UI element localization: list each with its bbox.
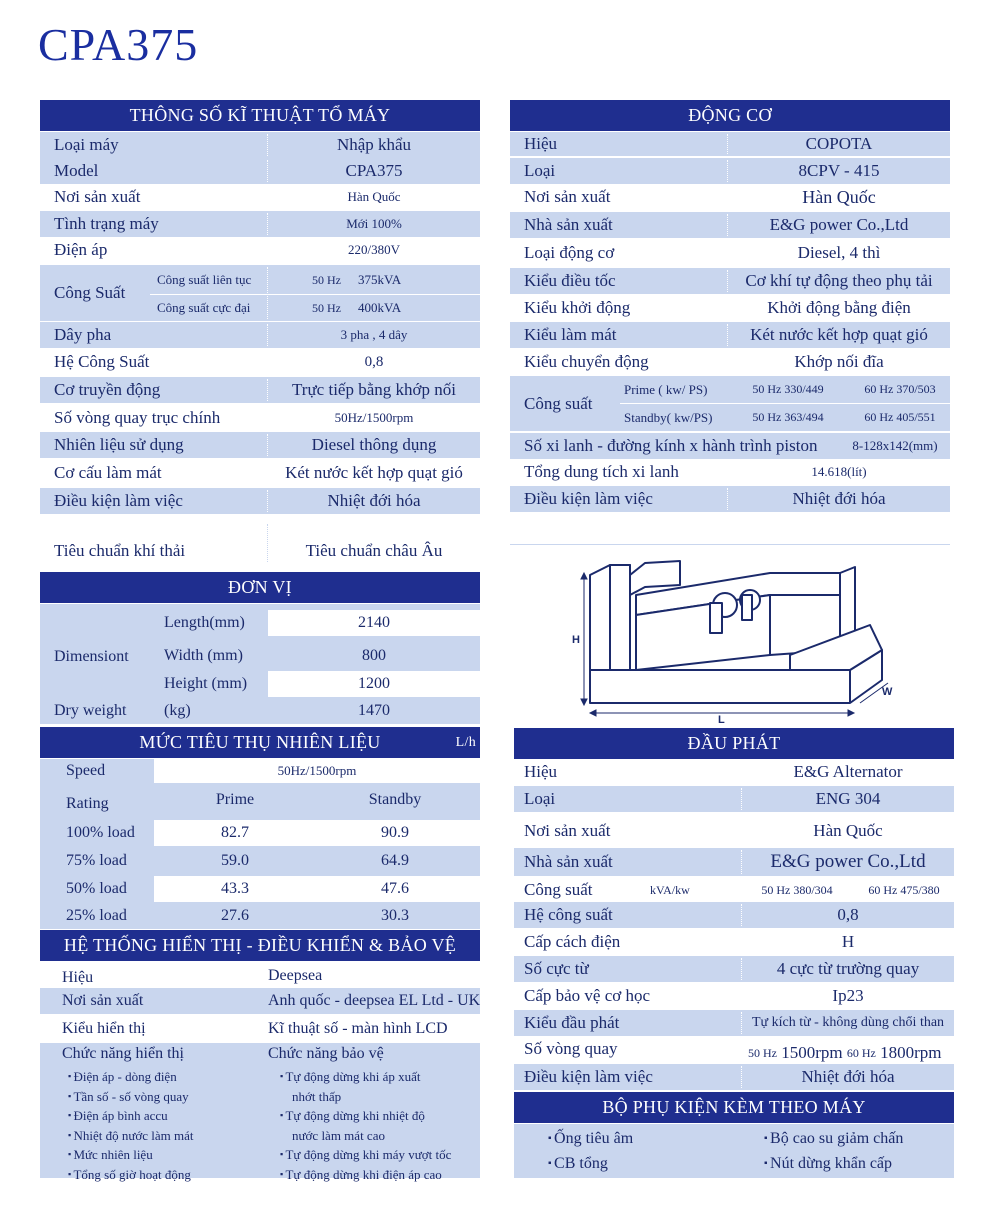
display-item: ▪ Điện áp - dòng điện [68,1067,194,1087]
spec-header: THÔNG SỐ KĨ THUẬT TỔ MÁY [40,100,480,131]
engine-value: 8CPV - 415 [798,161,880,180]
spec-value: 220/380V [348,242,400,257]
alt-label: Hệ công suất [524,905,613,924]
engine-row [510,433,950,459]
spec-power-value: 400kVA [358,300,402,315]
accessory-item: ▪ Ống tiêu âm [548,1130,633,1148]
spec-power-hz: 50 Hz [312,272,341,287]
prime-value: 82.7 [221,824,249,841]
alt-row [514,759,954,785]
alt-value: Hàn Quốc [813,821,883,840]
display-item: ▪ Nhiệt độ nước làm mát [68,1126,194,1146]
control-label: Hiệu [62,969,94,986]
engine-value: 14.618(lít) [811,464,867,479]
control-value: Kĩ thuật số - màn hình LCD [268,1020,448,1037]
rating-label: Rating [66,795,109,812]
spec-power-value: 375kVA [358,272,402,287]
spec-label: Tình trạng máy [54,214,159,233]
spec-value: Két nước kết hợp quạt gió [285,463,463,482]
dim-label: Height (mm) [164,675,248,692]
alt-row [514,956,954,982]
alt-row [514,929,954,955]
protect-title: Chức năng bảo vệ [268,1045,384,1062]
engine-value: Diesel, 4 thì [797,243,881,262]
accessory-item: ▪ Bộ cao su giảm chấn [764,1130,903,1148]
engine-power-block [510,376,950,431]
protect-item: ▪ Tự động dừng khi điện áp cao [280,1165,451,1185]
control-header: HỆ THỐNG HIỂN THỊ - ĐIỀU KHIỂN & BẢO VỆ [40,930,480,961]
alt-label: Hiệu [524,762,558,781]
load-label: 25% load [66,907,127,924]
unit-block [40,604,480,724]
spec-label: Hệ Công Suất [54,352,150,371]
engine-power-sublabel: Standby( kw/PS) [624,409,713,425]
alt-row [514,848,954,876]
standby-value: 64.9 [381,852,409,869]
protect-item: ▪ Tự động dừng khi máy vượt tốc [280,1145,451,1165]
spec-value: Mới 100% [346,216,402,231]
col-standby: Standby [368,791,422,808]
alt-row [514,902,954,928]
spec-power-sublabel: Công suất liên tục [157,272,252,287]
spec-label: Điện áp [54,240,108,259]
engine-header: ĐỘNG CƠ [510,100,950,131]
spec-value: Diesel thông dụng [311,435,437,454]
fuel-header-title: MỨC TIÊU THỤ NHIÊN LIỆU [139,732,381,752]
engine-label: Kiểu làm mát [524,325,617,344]
alt-value: E&G power Co.,Ltd [770,851,926,872]
spec-label: Dây pha [54,325,112,344]
fuel-header [40,727,480,758]
spec-value: 0,8 [364,353,384,370]
spec-label: Tiêu chuẩn khí thải [54,541,186,560]
spec-value: 3 pha , 4 dây [340,327,408,342]
alt-value: H [841,932,855,951]
spec-value: Trực tiếp bằng khớp nối [292,380,456,399]
alt-speed-label: Số vòng quay [524,1039,618,1058]
alt-row [514,1010,954,1036]
engine-row [510,158,950,184]
alt-speed-hz50: 50 Hz [748,1045,777,1060]
spec-label: Điều kiện làm việc [54,491,183,510]
alt-value: Ip23 [832,986,864,1005]
engine-row [510,486,950,512]
engine-row [510,349,950,375]
engine-row [510,212,950,238]
control-row [40,988,480,1014]
display-item: ▪ Điện áp bình accu [68,1106,194,1126]
alt-speed-values [748,1040,942,1066]
spec-row [40,522,480,564]
prime-value: 59.0 [221,852,249,869]
engine-value: Khởi động bằng điện [767,298,911,317]
spec-power-hz: 50 Hz [312,300,341,315]
diagram-h-label: H [572,634,580,646]
alt-row [514,818,954,844]
display-title: Chức năng hiển thị [62,1045,184,1062]
dry-weight-label: Dry weight [54,702,127,719]
engine-value: COPOTA [805,134,873,153]
standby-value: 30.3 [381,907,409,924]
alt-label: Loại [524,789,556,808]
accessory-item: ▪ CB tổng [548,1155,608,1173]
spec-row [40,237,480,263]
dry-weight-value: 1470 [358,702,390,719]
spec-row [40,377,480,403]
fuel-unit: L/h [455,735,476,750]
engine-row [510,322,950,348]
spec-label: Loại máy [54,135,119,154]
alt-row [514,1064,954,1090]
alt-power-row [514,877,954,903]
engine-power-50: 50 Hz 330/449 [752,382,824,396]
control-functions [40,1043,480,1182]
spec-label: Cơ truyền động [54,380,161,399]
engine-value: Hàn Quốc [802,186,876,207]
accessories-block [514,1124,954,1178]
fuel-block [40,759,480,929]
spec-row [40,432,480,458]
diagram-w-label: W [882,686,893,698]
accessory-item: ▪ Nút dừng khẩn cấp [764,1155,892,1173]
dry-weight-unit: (kg) [164,702,191,719]
engine-row [510,240,950,266]
display-item: ▪ Tổng số giờ hoạt động [68,1165,194,1185]
protect-item-cont: nước làm mát cao [292,1127,385,1143]
engine-power-60: 60 Hz 405/551 [864,410,936,424]
engine-label: Loại động cơ [524,243,615,262]
spec-value: Tiêu chuẩn châu Âu [305,541,443,560]
unit-header: ĐƠN VỊ [40,572,480,603]
engine-value: Két nước kết hợp quạt gió [750,325,928,344]
spec-value: 50Hz/1500rpm [334,410,414,425]
spec-row [40,158,480,184]
engine-label: Tổng dung tích xi lanh [524,462,679,481]
spec-label: Model [54,161,99,180]
protect-item: ▪ Tự động dừng khi áp xuất [280,1067,451,1087]
alt-label: Cấp cách điện [524,932,621,951]
protect-list [280,1067,451,1184]
engine-label: Số xi lanh - đường kính x hành trình piston [524,436,818,455]
prime-value: 43.3 [221,880,249,897]
spec-row [40,211,480,237]
alt-label: Điều kiện làm việc [524,1067,653,1086]
engine-row [510,132,950,156]
protect-item-cont: nhớt thấp [292,1088,342,1104]
alt-speed-60: 1800rpm [880,1043,942,1062]
load-label: 75% load [66,852,127,869]
spec-label: Nơi sản xuất [54,187,141,206]
engine-label: Kiểu điều tốc [524,271,616,290]
alt-row [514,786,954,812]
alt-label: Số cực từ [524,959,589,978]
control-row [40,1016,480,1042]
alt-label: Nhà sản xuất [524,852,613,871]
spec-value: Nhiệt đới hóa [327,491,421,510]
accessories-header: BỘ PHỤ KIỆN KÈM THEO MÁY [514,1092,954,1123]
spec-power-sublabel: Công suất cực đại [157,300,251,315]
engine-power-label: Công suất [524,393,593,413]
generator-diagram [570,555,900,725]
col-prime: Prime [215,791,255,808]
display-item: ▪ Mức nhiên liệu [68,1145,194,1165]
dim-label: Length(mm) [164,614,245,631]
engine-power-sublabel: Prime ( kw/ PS) [624,381,708,397]
engine-label: Nhà sản xuất [524,215,613,234]
alt-speed-50: 1500rpm [781,1043,843,1062]
prime-value: 27.6 [221,907,249,924]
spec-row [40,322,480,348]
display-item: ▪ Tần số - số vòng quay [68,1087,194,1107]
alt-value: 4 cực từ trường quay [776,959,920,978]
alt-value: Nhiệt đới hóa [801,1067,895,1086]
alt-label: Kiểu đầu phát [524,1013,620,1032]
control-row [40,963,480,989]
alt-label: Cấp bảo vệ cơ học [524,986,651,1005]
engine-value: E&G power Co.,Ltd [769,215,909,234]
spec-label: Cơ cấu làm mát [54,463,162,482]
control-label: Kiểu hiển thị [62,1020,146,1037]
alt-label: Nơi sản xuất [524,821,611,840]
alternator-header: ĐẦU PHÁT [514,728,954,759]
display-list [68,1067,194,1184]
load-label: 50% load [66,880,127,897]
engine-label: Loại [524,161,556,180]
engine-value: Nhiệt đới hóa [792,489,886,508]
spec-label: Nhiên liệu sử dụng [54,435,184,454]
load-label: 100% load [66,824,135,841]
spec-power-label: Công Suất [54,283,126,302]
engine-row [510,268,950,294]
dimension-label: Dimensiont [54,648,129,665]
dim-value: 800 [362,647,386,664]
spec-row [40,184,480,210]
alt-value: E&G Alternator [793,762,903,781]
spec-row [40,132,480,158]
page-title: CPA375 [38,19,199,70]
engine-value: 8-128x142(mm) [852,438,938,453]
control-value: Anh quốc - deepsea EL Ltd - UK [268,992,481,1009]
alt-power-60: 60 Hz 475/380 [868,882,940,897]
engine-label: Kiểu khởi động [524,298,631,317]
control-label: Nơi sản xuất [62,992,144,1009]
alt-value: Tự kích từ - không dùng chổi than [751,1015,945,1030]
spec-row [40,349,480,375]
divider [510,544,950,545]
alt-speed-hz60: 60 Hz [846,1045,876,1060]
engine-row [510,184,950,210]
diagram-l-label: L [718,714,725,725]
dim-value: 1200 [268,671,480,697]
spec-row [40,460,480,486]
dim-label: Width (mm) [164,647,243,664]
engine-power-60: 60 Hz 370/503 [864,382,936,396]
standby-value: 47.6 [381,880,409,897]
alt-speed-row [514,1036,954,1062]
alt-power-50: 50 Hz 380/304 [761,882,833,897]
engine-label: Hiệu [524,134,558,153]
speed-label: Speed [66,762,106,779]
alt-power-unit: kVA/kw [650,882,690,897]
engine-power-50: 50 Hz 363/494 [752,410,824,424]
spec-row [40,488,480,514]
engine-label: Kiểu chuyển động [524,352,649,371]
alt-value: 0,8 [837,905,859,924]
spec-value: Nhập khẩu [336,135,412,154]
spec-label: Số vòng quay trục chính [54,408,221,427]
spec-row [40,405,480,431]
alt-value: ENG 304 [815,789,881,808]
engine-row [510,459,950,485]
spec-power-block [40,265,480,321]
engine-label: Nơi sản xuất [524,187,611,206]
control-value: Deepsea [268,967,323,984]
engine-row [510,295,950,321]
alt-row [514,983,954,1009]
engine-label: Điều kiện làm việc [524,489,653,508]
speed-value: 50Hz/1500rpm [154,759,480,783]
protect-item: ▪ Tự động dừng khi nhiệt độ [280,1106,451,1126]
alt-power-label: Công suất [524,880,593,899]
standby-value: 90.9 [381,824,409,841]
engine-value: Cơ khí tự động theo phụ tải [745,271,933,290]
dim-value: 2140 [268,610,480,636]
spec-value: Hàn Quốc [347,189,401,204]
spec-value: CPA375 [345,161,403,180]
engine-value: Khớp nối đĩa [794,352,884,371]
